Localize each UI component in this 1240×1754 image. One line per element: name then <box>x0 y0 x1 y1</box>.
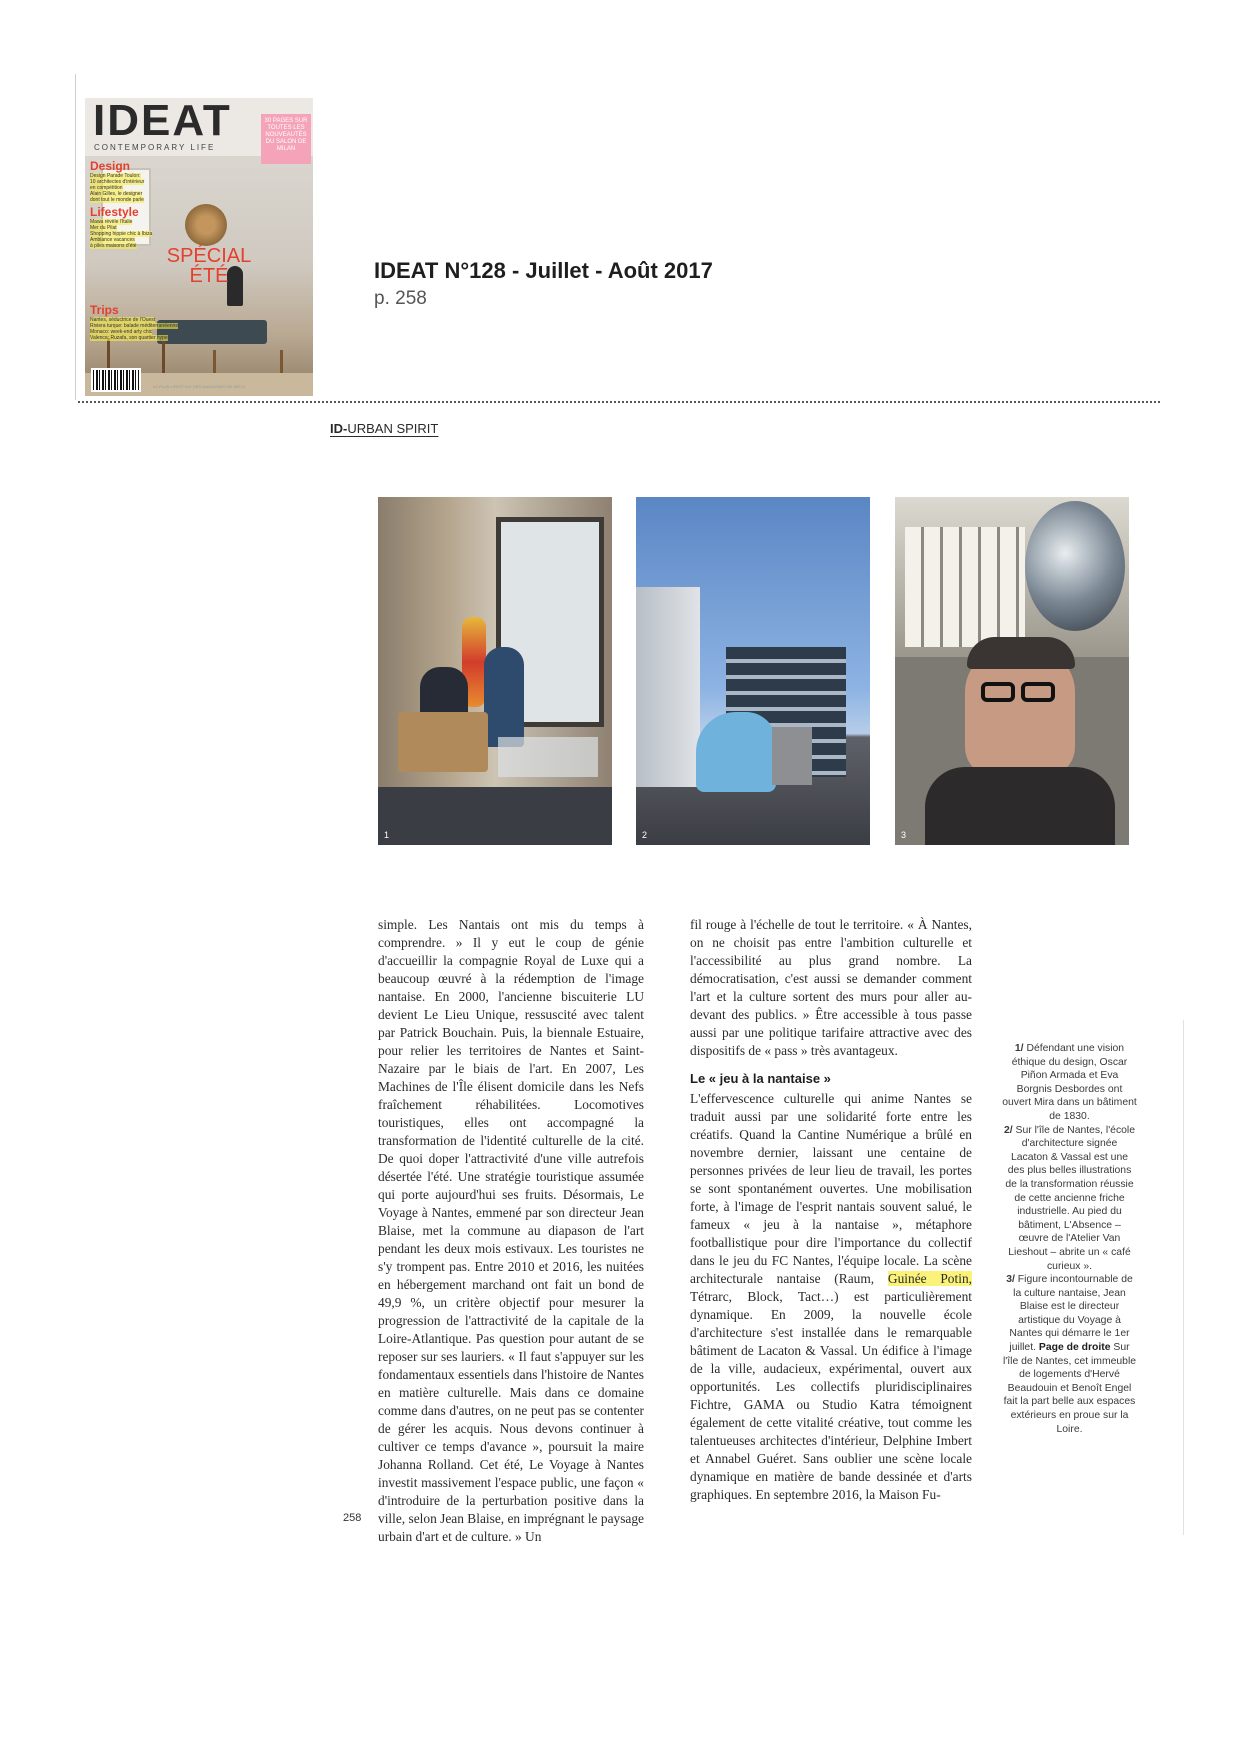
cover-badge: 30 PAGES SUR TOUTES LES NOUVEAUTÉS DU SALON DE MILAN <box>261 114 311 164</box>
article-text: L'effervescence culturelle qui anime Nantes se traduit aussi par une solidarité forte entre les créatifs. Quand la Cantine Numérique a brûlé en novembre dernier, laissant une centaine de personnes privées de leur lieu de travail, les portes se sont spontanément ouvertes. Une mobilisation forte, à l'image de l'esprit nantais souvent salué, le fameux « jeu à la nantaise », métaphore footballistique pour dire l'importance du collectif dans le jeu du FC Nantes, l'équipe locale. La scène architecturale nantaise (Raum, <box>690 1091 972 1286</box>
article-column-1 <box>378 916 644 1546</box>
caption-number: 1/ <box>1014 1043 1024 1054</box>
cover-line: Mawa révèle l'Italie <box>90 219 133 225</box>
glasses-icon <box>1021 682 1055 702</box>
cover-line: à piles maisons d'été <box>90 243 137 249</box>
photo-blue-sculpture <box>696 712 776 792</box>
article-paragraph <box>690 1090 972 1504</box>
cover-footer: LE PLUS LIFESTYLE DES MAGAZINES DE DÉCO <box>152 384 246 389</box>
photo-floor <box>378 787 612 845</box>
photo-mira-shop <box>378 497 612 845</box>
cover-logo: IDEAT <box>93 98 232 145</box>
photo-number: 2 <box>642 830 648 840</box>
article-text: Tétrarc, Block, Tact…) est particulièrement dynamique. En 2009, la nouvelle école d'architecture s'est installée dans le remarquable bâtiment de Lacaton & Vassal. Un édifice à l'image de la ville, audacieux, expérimental, ouvert aux opportunités. Les collectifs pluridisciplinaires Fichtre, GAMA ou Studio Katra témoignent également de cette vitalité créative, tout comme les talentueuses architectes d'intérieur, Delphine Imbert et Annabel Guéret. Sans oublier une scène locale dynamique en matière de bande dessinée et d'arts graphiques. En septembre 2016, la Maison Fu- <box>690 1289 972 1502</box>
photo-number: 3 <box>901 830 907 840</box>
photo-mirror-ball <box>1025 501 1125 631</box>
cover-line: en compétition <box>90 185 123 191</box>
photo-chair <box>398 712 488 772</box>
cover-tagline: CONTEMPORARY LIFE <box>94 143 216 152</box>
photo-number: 1 <box>384 830 390 840</box>
photo-windows <box>905 527 1025 647</box>
cover-line: Ambiance vacances <box>90 237 135 243</box>
caption-number: 2/ <box>1003 1124 1013 1136</box>
photo-captions <box>1002 1042 1137 1436</box>
glasses-icon <box>981 682 1015 702</box>
cover-line: Monaco: week-end arty chic <box>90 329 153 335</box>
cover-design-head: Design <box>90 159 131 173</box>
dotted-separator <box>78 401 1160 403</box>
caption-label: Page de droite <box>1038 1342 1111 1354</box>
photo-jean-blaise <box>895 497 1129 845</box>
cover-line: Nantes, séductrice de l'Ouest <box>90 317 156 323</box>
photo-architecture-school <box>636 497 870 845</box>
caption-text: Sur l'île de Nantes, cet immeuble de logements d'Hervé Beaudouin et Benoît Engel fait la part belle aux espaces extérieurs en proue sur la Loire. <box>1002 1342 1137 1435</box>
caption-text: Défendant une vision éthique du design, Oscar Piñon Armada et Eva Borgnis Desbordes ont ouvert Mira dans un bâtiment de 1830. <box>1002 1043 1137 1122</box>
caption-rule <box>1183 1020 1184 1535</box>
section-name: URBAN SPIRIT <box>347 421 439 436</box>
caption-number: 3/ <box>1006 1274 1015 1286</box>
cover-trips-head: Trips <box>90 303 119 317</box>
highlighted-text: Guinée Potin, <box>887 1271 972 1286</box>
photo-table <box>498 737 598 777</box>
cover-sculpture <box>185 204 227 246</box>
page-number: 258 <box>343 1512 362 1524</box>
photo-person <box>484 647 524 747</box>
cover-line: Mer du Pilat <box>90 225 117 231</box>
publication-title: IDEAT N°128 - Juillet - Août 2017 <box>374 258 713 283</box>
photo-jacket <box>925 767 1115 845</box>
article-paragraph: fil rouge à l'échelle de tout le territoire. « À Nantes, on ne choisit pas entre l'ambition culturelle et l'accessibilité au plus grand nombre. La démocratisation, c'est aussi se demander comment l'art et la culture sortent des murs pour aller au-devant des publics. » Être accessible à tous passe aussi par une politique tarifaire attractive avec des dispositifs de « pass » très avantageux. <box>690 917 972 1058</box>
cover-line: Shopping hippie chic à Ibiza <box>90 231 153 237</box>
cover-line: 10 architectes d'intérieur <box>90 179 145 185</box>
caption-text: Sur l'île de Nantes, l'école d'architecture signée Lacaton & Vassal est une des plus belles illustrations de la transformation réussie de cette ancienne friche industrielle. Au pied du bâtiment, L'Absence – œuvre de l'Atelier Van Lieshout – abrite un « café curieux ». <box>1005 1124 1136 1272</box>
section-prefix: ID- <box>330 421 348 436</box>
publication-page: p. 258 <box>374 288 427 309</box>
cover-line: dont tout le monde parle <box>90 197 144 203</box>
cover-line: Design Parade Toulon: <box>90 173 141 179</box>
section-label <box>330 421 438 436</box>
caption-1 <box>1002 1042 1137 1124</box>
cover-lifestyle-head: Lifestyle <box>90 205 139 219</box>
photo-building <box>636 587 700 787</box>
photo-cube <box>772 727 812 785</box>
cover-shadow-line <box>75 74 76 400</box>
cover-line: Valence: Ruzafa, son quartier hype <box>90 335 168 341</box>
article-column-2 <box>690 916 972 1504</box>
cover-line: Alain Gilles, le designer <box>90 191 143 197</box>
article-paragraph: simple. Les Nantais ont mis du temps à comprendre. » Il y eut le coup de génie d'accueillir la compagnie Royal de Luxe qui a beaucoup œuvré à la rédemption de l'image nantaise. En 2000, l'ancienne biscuiterie LU devient Le Lieu Unique, ressuscité avec talent par Patrick Bouchain. Puis, la biennale Estuaire, pour relier les territoires de Nantes et Saint-Nazaire par le biais de l'art. En 2007, Les Machines de l'Île élisent domicile dans les Nefs fraîchement réhabilitées. Locomotives touristiques, elles ont accompagné la transformation de l'identité culturelle de la cité. De quoi doper l'attractivité d'une ville autrefois désertée l'été. Une stratégie touristique assumée qui porte aujourd'hui ses fruits. Désormais, Le Voyage à Nantes, emmené par son directeur Jean Blaise, met la commune au diapason de l'art pendant les deux mois estivaux. Les touristes ne s'y trompent pas. Entre 2010 et 2016, les nuitées en hébergement marchand ont fait un bond de 49,9 %, un critère objectif pour mesurer la progression de l'attractivité de la capitale de la Loire-Atlantique. Pas question pour autant de se reposer sur ses lauriers. « Il faut s'appuyer sur les fondamentaux essentiels dans l'histoire de Nantes en matière culturelle. Mais dans ce domaine comme dans d'autres, on ne peut pas se contenter de gérer les acquis. Nous devons continuer à cultiver ce temps d'avance », poursuit la maire Johanna Rolland. Cet été, Le Voyage à Nantes investit massivement l'espace public, une façon « d'introduire de la perturbation positive dans la ville, selon Jean Blaise, en imprégnant le paysage urbain d'art et de culture. » Un <box>378 917 644 1544</box>
caption-3 <box>1002 1273 1137 1436</box>
caption-2 <box>1002 1124 1137 1274</box>
caption-text: Figure incontournable de la culture nantaise, Jean Blaise est le directeur artistique du Voyage à Nantes qui démarre le 1er juillet. <box>1009 1274 1133 1354</box>
photo-hair <box>967 637 1075 669</box>
article-subheading: Le « jeu à la nantaise » <box>690 1071 831 1086</box>
cover-line: Riviera turque: balade méditerranéenne <box>90 323 179 329</box>
magazine-cover[interactable] <box>85 98 313 396</box>
cover-special: SPÉCIAL ÉTÉ <box>166 245 252 287</box>
